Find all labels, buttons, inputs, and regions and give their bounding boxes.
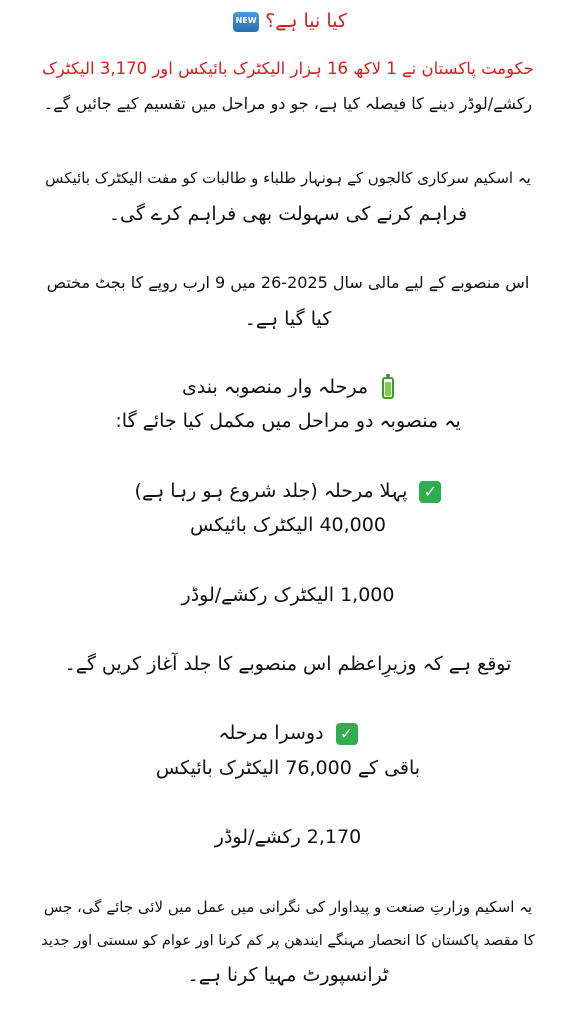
phasing-heading-text: مرحلہ وار منصوبہ بندی [181, 376, 369, 398]
budget-line-1: اس منصوبے کے لیے مالی سال 2025-26 میں 9 ارب روپے کا بجٹ مختص [46, 273, 530, 292]
scheme-line-2: فراہم کرنے کی سہولت بھی فراہم کرے گی۔ [108, 203, 468, 225]
phase1-heading [40, 478, 536, 504]
phase2-bikes: باقی کے 76,000 الیکٹرک بائیکس [155, 757, 421, 779]
new-badge-icon: NEW [233, 12, 259, 32]
battery-fill [385, 382, 391, 396]
phase2-title: دوسرا مرحلہ [218, 722, 324, 744]
phase1-title: پہلا مرحلہ (جلد شروع ہو رہا ہے) [134, 480, 408, 502]
check-mark-icon: ✓ [419, 481, 441, 503]
budget-line-2: کیا گیا ہے۔ [244, 308, 332, 330]
implementation-line-3: ٹرانسپورٹ مہیا کرنا ہے۔ [187, 964, 389, 986]
check-mark-icon: ✓ [336, 723, 358, 745]
headline-line-1: حکومت پاکستان نے 1 لاکھ 16 ہزار الیکٹرک بائیکس اور 3,170 الیکٹرک [42, 59, 534, 78]
whats-new-heading [40, 8, 536, 34]
headline-line-2: رکشے/لوڈر دینے کا فیصلہ کیا ہے، جو دو مراحل میں تقسیم کیے جائیں گے۔ [43, 94, 533, 113]
implementation-line-1: یہ اسکیم وزارتِ صنعت و پیداوار کی نگرانی میں عمل میں لائی جائے گی، جس [43, 898, 533, 916]
phase2-heading [40, 720, 536, 746]
phase2-rickshaws: 2,170 رکشے/لوڈر [214, 826, 362, 848]
implementation-line-2: کا مقصد پاکستان کا انحصار مہنگے ایندھن پر کم کرنا اور عوام کو سستی اور جدید [41, 933, 535, 949]
phase1-note: توقع ہے کہ وزیرِاعظم اس منصوبے کا جلد آغاز کریں گے۔ [64, 653, 512, 675]
phasing-heading [40, 374, 536, 400]
battery-icon [382, 377, 394, 399]
whats-new-title: کیا نیا ہے؟ [265, 10, 347, 32]
phase1-bikes: 40,000 الیکٹرک بائیکس [190, 514, 386, 536]
phasing-subtext: یہ منصوبہ دو مراحل میں مکمل کیا جائے گا: [115, 410, 461, 432]
scheme-line-1: یہ اسکیم سرکاری کالجوں کے ہونہار طلباء و طالبات کو مفت الیکٹرک بائیکس [45, 169, 531, 187]
phase1-rickshaws: 1,000 الیکٹرک رکشے/لوڈر [181, 584, 395, 606]
